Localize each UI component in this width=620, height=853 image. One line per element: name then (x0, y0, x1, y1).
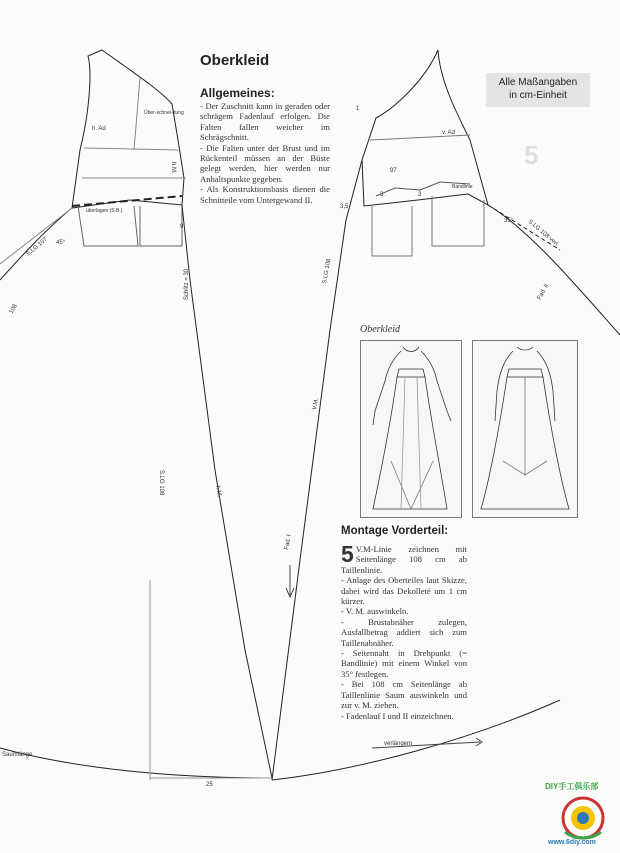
montage-step-number: 5 (341, 541, 354, 567)
step-number: 5 (524, 140, 539, 170)
front-side (488, 205, 620, 335)
logo-url: www.6diy.com (548, 839, 596, 846)
label-nine: 9 (180, 224, 184, 230)
front-bodice-inner (370, 135, 484, 256)
label-one: 1 (356, 106, 360, 112)
unit-note (486, 73, 590, 107)
montage-line: - Brustabnäher zulegen, Ausfallbetrag addiert sich zum Taillenabnäher. (341, 616, 467, 648)
label-dim97: 97 (390, 168, 397, 174)
label-h-am: h. Ad (92, 126, 106, 132)
montage-line: - Seitennaht in Drehpunkt (= Bandlinie) mit einem Winkel von 35° festlegen. (341, 648, 467, 679)
label-v-am: v. Ad (442, 130, 455, 136)
back-hem (0, 748, 272, 778)
general-notes (200, 101, 330, 205)
unit-note-line1: Alle Maßangaben (498, 77, 578, 88)
label-dim35: 3,5 (340, 204, 349, 210)
label-vm-front: V.M. (312, 397, 321, 411)
unit-note-line2: in cm-Einheit (509, 90, 567, 101)
label-sl108-ver: S.LG 108 verl. (526, 218, 560, 249)
label-hm-upper: h.M. (170, 162, 176, 174)
montage-line: - Anlage des Oberteiles laut Skizze, dabei wird das Dekolleté um 1 cm kürzer. (341, 575, 467, 607)
logo-text: DIY手工俱乐部 (545, 782, 599, 791)
label-bandlinie: Bandlinie (452, 184, 473, 190)
label-dim3a: 3 (380, 192, 384, 198)
label-sl108-front: S.LG 108 (322, 258, 333, 285)
label-verlaengern: verlängern (384, 741, 413, 747)
back-hem-guide (150, 580, 272, 780)
dress-sketch-front (360, 340, 462, 518)
montage-line: V.M-Linie zeichnen mit Seitenlänge 108 cm ab Taillenlinie. (341, 544, 467, 575)
label-dim3b: 3 (418, 192, 422, 198)
back-center (182, 205, 272, 778)
label-ang45: 45° (56, 240, 66, 246)
page-title: Oberkleid (200, 52, 270, 69)
club-logo-icon (555, 792, 611, 844)
label-ang35: 35° (504, 218, 514, 224)
montage-steps (341, 541, 467, 721)
back-bodice-outline (72, 50, 184, 208)
label-ueberschneidung: Über-schnei-dung (144, 110, 184, 116)
note-item: - Als Konstruktionsbasis dienen die Schnitteile vom Untergewand II. (200, 184, 330, 205)
label-schlitz: Schlitz = 30 (184, 268, 190, 300)
label-fad1: Fad. I (284, 534, 293, 551)
montage-heading: Montage Vorderteil: (341, 525, 449, 537)
front-bodice-outline (362, 50, 488, 206)
back-sl-line (0, 208, 72, 264)
montage-line: - Bei 108 cm Seitenlänge ab Taillenlinie Saum auswinkeln und zur v. M. ziehen. (341, 679, 467, 711)
label-sl108-back: S.LG 108 (158, 470, 164, 496)
back-waist-dashed (72, 196, 182, 206)
label-sl107: S.LG 107 (25, 236, 49, 258)
label-hm-lower: h.M. (214, 485, 222, 498)
montage-line: - V. M. auswinkeln. (341, 606, 409, 617)
note-item: - Die Falten unter der Brust und im Rückenteil müssen an der Büste gelegt werden, hier werden nur Anhaltspunkte gegeben. (200, 142, 330, 184)
label-dim25: 25 (206, 782, 213, 788)
label-saum-left: Saumlänge (2, 752, 33, 758)
label-faden2: Fad. II (536, 283, 551, 301)
note-item: - Der Zuschnitt kann in geraden oder schrägem Fadenlauf erfolgen. Die Falten fallen weicher im Schrägschnitt. (200, 101, 330, 143)
section-heading: Allgemeines: (200, 86, 275, 100)
montage-line: - Fadenlauf I und II einzeichnen. (341, 710, 454, 721)
label-len108: 108 (8, 303, 19, 315)
label-ueberlagen: überlagen (S.B.) (86, 208, 123, 214)
figure-label: Oberkleid (360, 324, 400, 335)
dress-sketch-back (472, 340, 578, 518)
